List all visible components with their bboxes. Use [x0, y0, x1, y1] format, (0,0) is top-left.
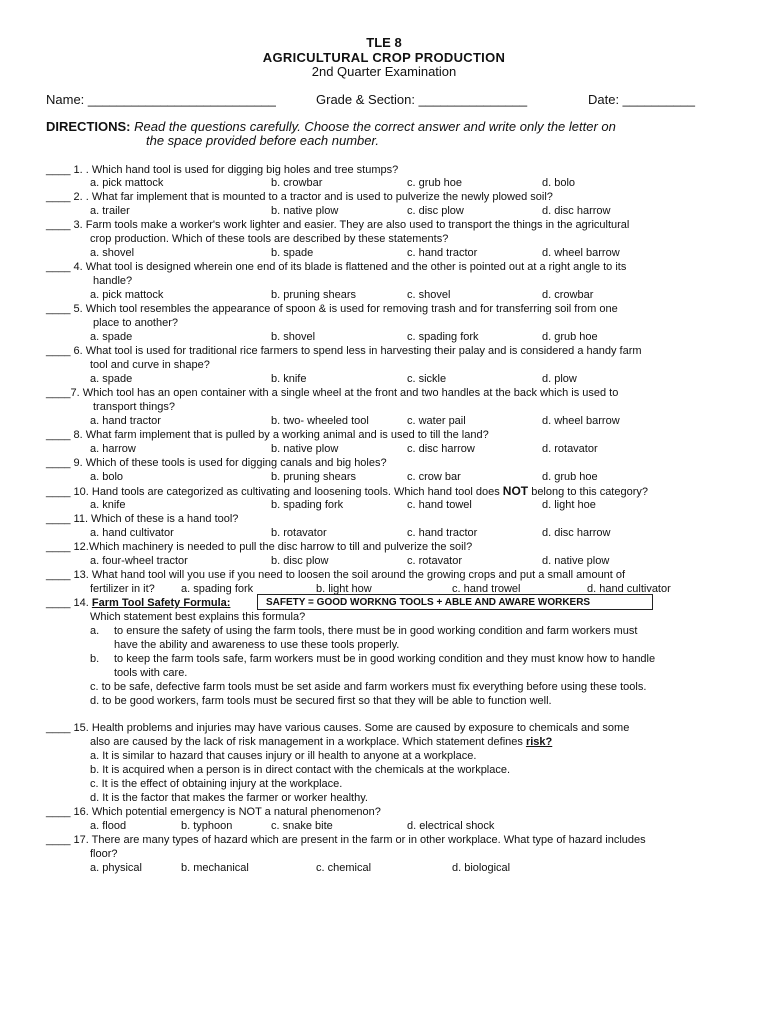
question-17: ____ 17. There are many types of hazard which are present in the farm or in other workplace. What type of hazard includes	[46, 834, 646, 846]
q7-choice-b: b. two- wheeled tool	[271, 415, 369, 427]
question-4-cont: handle?	[93, 275, 133, 287]
q12-choice-d: d. native plow	[542, 555, 610, 567]
question-5: ____ 5. Which tool resembles the appearance of spoon & is used for removing trash and for transferring soil from one	[46, 303, 618, 315]
q14-choice-a-cont: have the ability and awareness to use these tools properly.	[114, 639, 400, 651]
q11-choice-d: d. disc harrow	[542, 527, 611, 539]
question-14	[46, 597, 230, 610]
q11-choice-b: b. rotavator	[271, 527, 327, 539]
q2-choice-c: c. disc plow	[407, 205, 464, 217]
q15-choice-d: d. It is the factor that makes the farmer or worker healthy.	[90, 792, 368, 804]
q12-choice-c: c. rotavator	[407, 555, 463, 567]
q4-choice-c: c. shovel	[407, 289, 451, 301]
question-5-cont: place to another?	[93, 317, 179, 329]
q14-choice-d: d. to be good workers, farm tools must be secured first so that they will be able to function well.	[90, 695, 552, 707]
question-6: ____ 6. What tool is used for traditional rice farmers to spend less in harvesting their palay and is considered a handy farm	[46, 345, 642, 357]
question-8: ____ 8. What farm implement that is pulled by a working animal and is used to till the land?	[46, 429, 489, 441]
q10-choice-a: a. knife	[90, 499, 126, 511]
question-6-cont: tool and curve in shape?	[90, 359, 210, 371]
question-1: ____ 1. . Which hand tool is used for digging big holes and tree stumps?	[46, 164, 399, 176]
exam-title: TLE 8	[366, 35, 402, 50]
q3-choice-d: d. wheel barrow	[542, 247, 620, 259]
q4-choice-b: b. pruning shears	[271, 289, 356, 301]
q17-choice-c: c. chemical	[316, 862, 372, 874]
q13-choice-c: c. hand trowel	[452, 583, 521, 595]
q14-choice-b-cont: tools with care.	[114, 667, 188, 679]
question-13-cont: fertilizer in it?	[90, 583, 155, 595]
q9-choice-d: d. grub hoe	[542, 471, 598, 483]
question-15: ____ 15. Health problems and injuries may have various causes. Some are caused by exposure to chemicals and some	[46, 722, 630, 734]
q9-choice-a: a. bolo	[90, 471, 124, 483]
q8-choice-c: c. disc harrow	[407, 443, 475, 455]
q1-choice-c: c. grub hoe	[407, 177, 463, 189]
q8-choice-d: d. rotavator	[542, 443, 598, 455]
q16-choice-a: a. flood	[90, 820, 127, 832]
q10-choice-d: d. light hoe	[542, 499, 596, 511]
q15-choice-b: b. It is acquired when a person is in direct contact with the chemicals at the workplace.	[90, 764, 511, 776]
q13-choice-a: a. spading fork	[181, 583, 254, 595]
q1-choice-a: a. pick mattock	[90, 177, 164, 189]
q9-choice-c: c. crow bar	[407, 471, 461, 483]
question-7-cont: transport things?	[93, 401, 175, 413]
q4-choice-a: a. pick mattock	[90, 289, 164, 301]
q10-stem-end: belong to this category?	[528, 486, 648, 498]
q3-choice-a: a. shovel	[90, 247, 135, 259]
q10-not-emphasis: NOT	[502, 484, 529, 498]
q14-formula-label: Farm Tool Safety Formula:	[91, 597, 231, 609]
q15-choice-a: a. It is similar to hazard that causes injury or ill health to anyone at a workplace.	[90, 750, 477, 762]
q7-choice-c: c. water pail	[407, 415, 466, 427]
q13-choice-d: d. hand cultivator	[587, 583, 671, 595]
q7-choice-a: a. hand tractor	[90, 415, 161, 427]
q1-choice-d: d. bolo	[542, 177, 576, 189]
q8-choice-a: a. harrow	[90, 443, 136, 455]
question-4: ____ 4. What tool is designed wherein one end of its blade is flattened and the other is pointed out at a right angle to its	[46, 261, 627, 273]
q14-choice-a-letter: a.	[90, 625, 100, 637]
q11-choice-c: c. hand tractor	[407, 527, 478, 539]
q17-choice-d: d. biological	[452, 862, 511, 874]
q3-choice-c: c. hand tractor	[407, 247, 478, 259]
q6-choice-d: d. plow	[542, 373, 577, 385]
safety-formula-box: SAFETY = GOOD WORKNG TOOLS + ABLE AND AWARE WORKERS	[257, 594, 653, 610]
question-14-cont: Which statement best explains this formula?	[90, 611, 306, 623]
question-7: ____7. Which tool has an open container with a single wheel at the front and two handles at the back which is used to	[46, 387, 619, 399]
q5-choice-c: c. spading fork	[407, 331, 479, 343]
question-12: ____ 12.Which machinery is needed to pull the disc harrow to till and pulverize the soil?	[46, 541, 473, 553]
q15-risk-emphasis: risk?	[525, 736, 553, 748]
directions	[46, 120, 726, 148]
q14-prefix: ____ 14.	[46, 597, 92, 609]
question-2: ____ 2. . What far implement that is mounted to a tractor and is used to pulverize the newly plowed soil?	[46, 191, 553, 203]
q14-choice-a: to ensure the safety of using the farm tools, there must be in good working condition and farm workers must	[114, 625, 638, 637]
question-9: ____ 9. Which of these tools is used for digging canals and big holes?	[46, 457, 387, 469]
question-11: ____ 11. Which of these is a hand tool?	[46, 513, 239, 525]
question-3-cont: crop production. Which of these tools are described by these statements?	[90, 233, 449, 245]
name-field: Name: __________________________	[46, 92, 276, 107]
q2-choice-b: b. native plow	[271, 205, 339, 217]
q10-stem: ____ 10. Hand tools are categorized as cultivating and loosening tools. Which hand tool does	[46, 486, 503, 498]
exam-quarter: 2nd Quarter Examination	[311, 64, 457, 79]
q5-choice-d: d. grub hoe	[542, 331, 598, 343]
directions-text-2: the space provided before each number.	[146, 133, 379, 148]
q6-choice-b: b. knife	[271, 373, 307, 385]
q15-stem-cont: also are caused by the lack of risk management in a workplace. Which statement defines	[90, 736, 526, 748]
question-15-cont	[90, 736, 552, 749]
q5-choice-b: b. shovel	[271, 331, 316, 343]
q14-choice-b-letter: b.	[90, 653, 100, 665]
q13-choice-b: b. light how	[316, 583, 372, 595]
question-10	[46, 485, 648, 499]
q12-choice-b: b. disc plow	[271, 555, 329, 567]
q14-choice-b: to keep the farm tools safe, farm workers must be in good working condition and they must know how to handle	[114, 653, 656, 665]
q14-choice-c: c. to be safe, defective farm tools must be set aside and farm workers must fix everything before using these tools.	[90, 681, 647, 693]
q3-choice-b: b. spade	[271, 247, 314, 259]
q17-choice-b: b. mechanical	[181, 862, 249, 874]
q4-choice-d: d. crowbar	[542, 289, 594, 301]
question-3: ____ 3. Farm tools make a worker's work lighter and easier. They are also used to transport the things in the agricultural	[46, 219, 630, 231]
q2-choice-d: d. disc harrow	[542, 205, 611, 217]
q10-choice-c: c. hand towel	[407, 499, 472, 511]
exam-subject: AGRICULTURAL CROP PRODUCTION	[262, 50, 506, 65]
q16-choice-b: b. typhoon	[181, 820, 233, 832]
q12-choice-a: a. four-wheel tractor	[90, 555, 188, 567]
q10-choice-b: b. spading fork	[271, 499, 344, 511]
q16-choice-d: d. electrical shock	[407, 820, 495, 832]
q1-choice-b: b. crowbar	[271, 177, 323, 189]
q15-choice-c: c. It is the effect of obtaining injury at the workplace.	[90, 778, 343, 790]
question-17-cont: floor?	[90, 848, 118, 860]
q16-choice-c: c. snake bite	[271, 820, 333, 832]
q9-choice-b: b. pruning shears	[271, 471, 356, 483]
q5-choice-a: a. spade	[90, 331, 133, 343]
q6-choice-c: c. sickle	[407, 373, 447, 385]
question-16: ____ 16. Which potential emergency is NOT a natural phenomenon?	[46, 806, 381, 818]
q11-choice-a: a. hand cultivator	[90, 527, 174, 539]
q6-choice-a: a. spade	[90, 373, 133, 385]
directions-text-1: Read the questions carefully. Choose the correct answer and write only the letter on	[134, 119, 616, 134]
question-13: ____ 13. What hand tool will you use if you need to loosen the soil around the growing crops and put a small amount of	[46, 569, 626, 581]
q8-choice-b: b. native plow	[271, 443, 339, 455]
grade-section-field: Grade & Section: _______________	[316, 92, 528, 107]
directions-label: DIRECTIONS:	[46, 119, 131, 134]
q2-choice-a: a. trailer	[90, 205, 130, 217]
q7-choice-d: d. wheel barrow	[542, 415, 620, 427]
q17-choice-a: a. physical	[90, 862, 142, 874]
date-field: Date: __________	[588, 92, 695, 107]
